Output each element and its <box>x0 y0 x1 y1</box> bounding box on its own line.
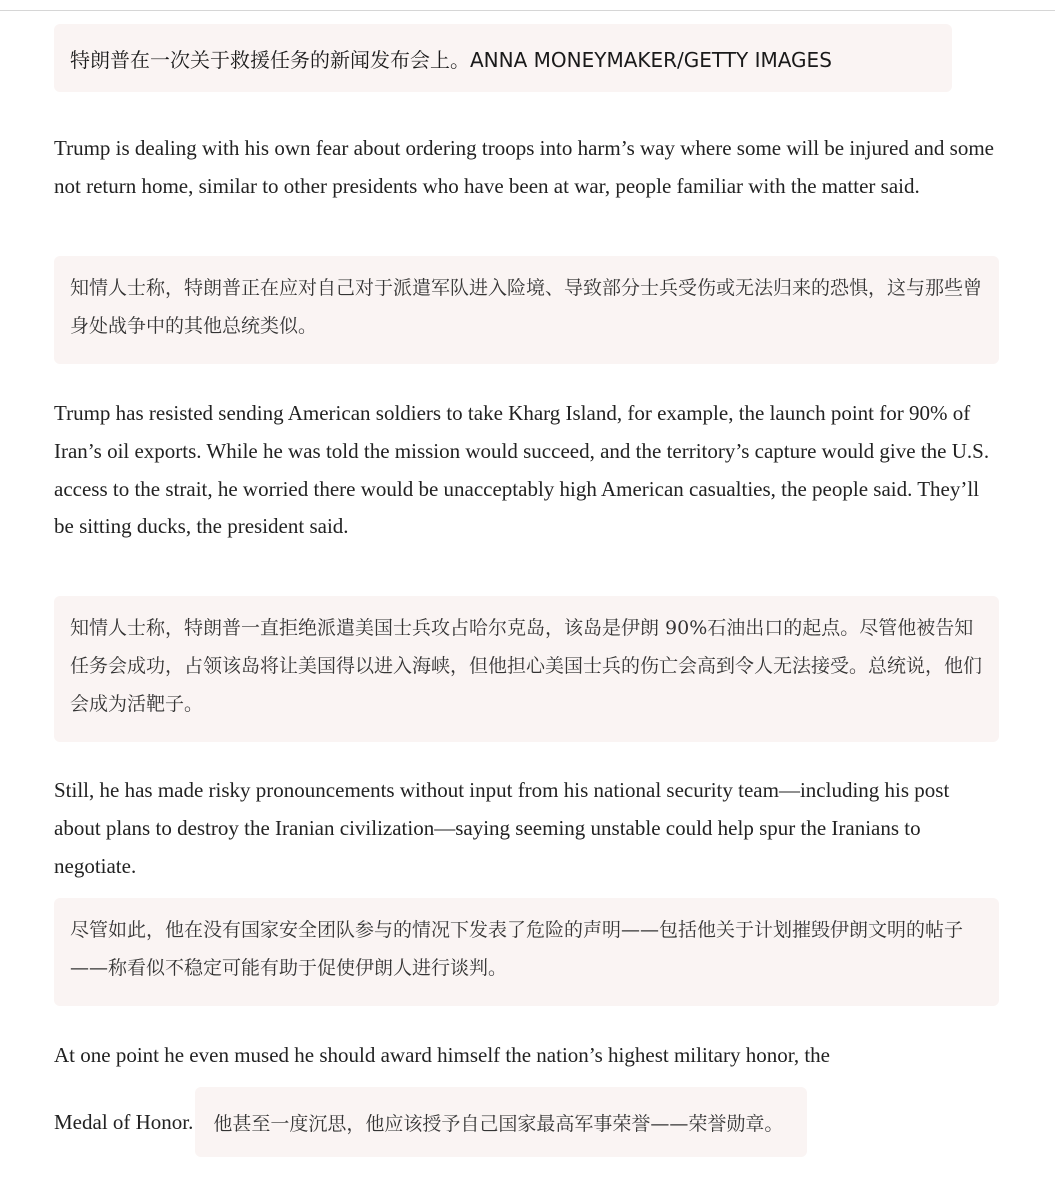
translation-box-3 <box>54 898 999 1006</box>
paragraph-zh-1: 知情人士称，特朗普正在应对自己对于派遣军队进入险境、导致部分士兵受伤或无法归来的恐惧，这与那些曾身处战争中的其他总统类似。 <box>70 277 983 337</box>
translation-box-1 <box>54 256 999 364</box>
paragraph-4-last-line <box>54 1087 807 1157</box>
image-caption <box>54 24 952 92</box>
translation-inline-4: 他甚至一度沉思，他应该授予自己国家最高军事荣誉——荣誉勋章。 <box>195 1087 807 1157</box>
paragraph-en-4-line-2: Medal of Honor. <box>54 1109 194 1134</box>
paragraph-en-4-line-1: At one point he even mused he should award himself the nation’s highest military honor, the <box>54 1043 831 1067</box>
paragraph-zh-3: 尽管如此，他在没有国家安全团队参与的情况下发表了危险的声明——包括他关于计划摧毁伊朗文明的帖子——称看似不稳定可能有助于促使伊朗人进行谈判。 <box>70 919 964 979</box>
translation-box-2 <box>54 596 999 742</box>
paragraph-zh-2: 知情人士称，特朗普一直拒绝派遣美国士兵攻占哈尔克岛，该岛是伊朗 90%石油出口的起点。尽管他被告知任务会成功，占领该岛将让美国得以进入海峡，但他担心美国士兵的伤亡会高到令人无法接受。总统说，他们会成为活靶子。 <box>70 617 983 715</box>
image-caption-text: 特朗普在一次关于救援任务的新闻发布会上。ANNA MONEYMAKER/GETTY IMAGES <box>70 47 832 72</box>
paragraph-en-3: Still, he has made risky pronouncements without input from his national security team—including his post about plans to destroy the Iranian civilization—saying seeming unstable could help spur the Iranians to negotiate. <box>54 778 950 878</box>
top-divider <box>0 0 1055 11</box>
paragraph-en-1: Trump is dealing with his own fear about ordering troops into harm’s way where some will be injured and some not return home, similar to other presidents who have been at war, people familiar with the matter said. <box>54 136 994 198</box>
paragraph-en-2: Trump has resisted sending American soldiers to take Kharg Island, for example, the launch point for 90% of Iran’s oil exports. While he was told the mission would succeed, and the territory’s capture would give the U.S. access to the strait, he worried there would be unacceptably high American casualties, the people said. They’ll be sitting ducks, the president said. <box>54 401 990 539</box>
